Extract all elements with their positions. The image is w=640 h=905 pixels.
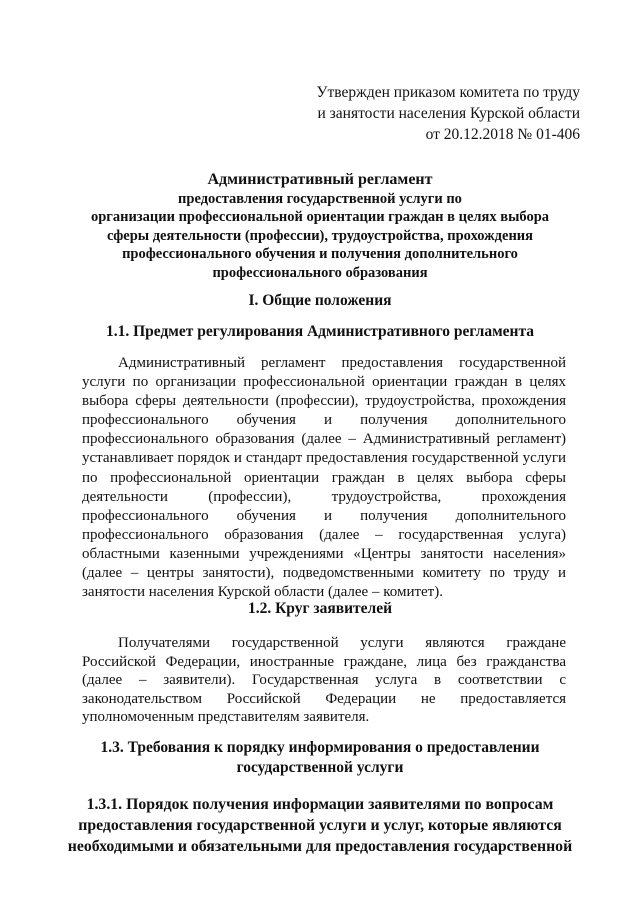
title-line: предоставления государственной услуги по (178, 190, 462, 207)
heading-text: 1.2. Круг заявителей (247, 600, 393, 617)
paragraph-line: профессионального обучения и получения дополнительного (82, 412, 566, 429)
approval-line: Утвержден приказом комитета по труду (316, 84, 580, 101)
paragraph-line: занятости населения Курской области (далее – комитет). (82, 584, 443, 601)
heading-text: государственной услуги (236, 759, 404, 776)
approval-line: от 20.12.2018 № 01-406 (425, 126, 580, 143)
section-heading-subject (60, 321, 580, 342)
paragraph-line: уполномоченным представителям заявителя. (82, 709, 370, 725)
title-line: сферы деятельности (профессии), трудоустройства, прохождения (106, 227, 533, 244)
heading-text: 1.1. Предмет регулирования Административного регламента (105, 323, 535, 340)
paragraph-line: профессионального обучения и получения дополнительного (82, 507, 566, 524)
paragraph-line: (далее – центры занятости), подведомственными комитету по труду и (82, 565, 566, 582)
paragraph-line: выбора сферы деятельности (профессии), трудоустройства, прохождения (82, 393, 566, 410)
document-title (60, 171, 580, 282)
section-heading-procedure (60, 794, 580, 857)
paragraph-line: областными казенными учреждениями «Центры занятости населения» (82, 545, 566, 562)
section-heading-informing (60, 738, 580, 778)
approval-line: и занятости населения Курской области (317, 105, 580, 122)
heading-text: 1.3. Требования к порядку информирования о предоставлении (100, 739, 540, 756)
paragraph-line: по профессиональной ориентации граждан в целях выбора сферы (82, 469, 566, 486)
paragraph-line: услуги по организации профессиональной ориентации граждан в целях (82, 374, 566, 391)
paragraph-line: (далее – заявители). Государственная услуга в соответствии с (82, 672, 566, 688)
heading-text: предоставления государственной услуги и услуг, которые являются (78, 817, 562, 834)
paragraph-applicants (82, 634, 566, 727)
paragraph-line: профессионального образования (далее – Административный регламент) (82, 431, 566, 448)
paragraph-line: профессионального образования (далее – государственная услуга) (82, 526, 566, 543)
paragraph-line: деятельности (профессии), трудоустройства, прохождения (82, 488, 566, 505)
heading-text: 1.3.1. Порядок получения информации заявителями по вопросам (86, 796, 554, 813)
paragraph-line: Получателями государственной услуги являются граждане (118, 635, 566, 651)
section-heading-applicants (60, 598, 580, 619)
title-line: профессионального обучения и получения дополнительного (122, 246, 518, 262)
title-line: Административный регламент (207, 171, 433, 188)
heading-text: необходимыми и обязательными для предоставления государственной (67, 838, 573, 855)
approval-stamp (300, 82, 580, 145)
paragraph-subject (82, 354, 566, 602)
paragraph-line: устанавливает порядок и стандарт предоставления государственной услуги (82, 450, 566, 467)
title-line: профессионального образования (212, 264, 428, 281)
heading-text: I. Общие положения (248, 292, 392, 309)
paragraph-line: Административный регламент предоставления государственной (118, 355, 566, 371)
title-line: организации профессиональной ориентации граждан в целях выбора (90, 209, 550, 225)
paragraph-line: Российской Федерации, иностранные граждане, лица без гражданства (82, 653, 566, 670)
section-heading-general (60, 290, 580, 311)
paragraph-line: законодательством Российской Федерации не предоставляется (82, 690, 566, 707)
